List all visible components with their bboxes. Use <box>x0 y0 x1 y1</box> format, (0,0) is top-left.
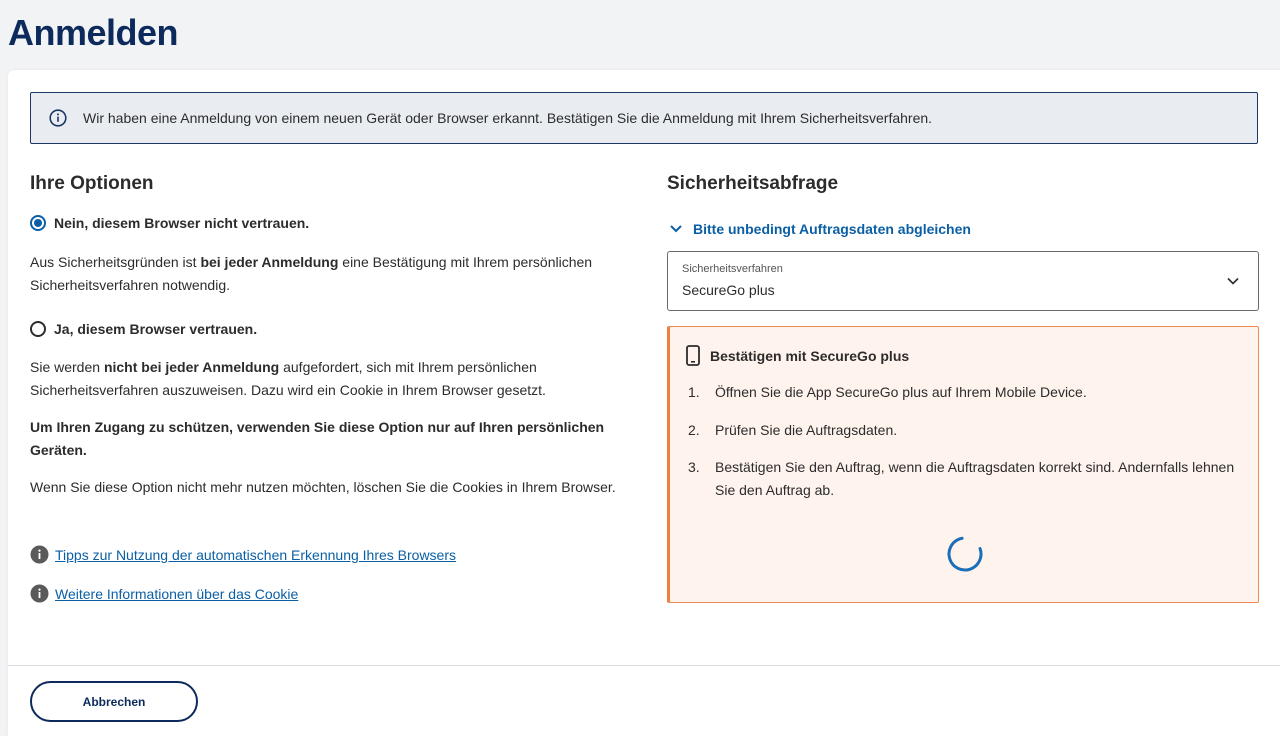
chevron-down-icon <box>669 224 683 234</box>
step-item: 1. Öffnen Sie die App SecureGo plus auf Ihrem Mobile Device. <box>688 384 1087 400</box>
security-method-label: Sicherheitsverfahren <box>682 263 783 275</box>
cookie-info-link[interactable]: Weitere Informationen über das Cookie <box>55 585 299 602</box>
radio-no-trust-button[interactable] <box>30 215 46 231</box>
smartphone-icon <box>686 345 700 366</box>
desc-trust: Sie werden nicht bei jeder Anmeldung aufgefordert, sich mit Ihrem persönlichen Sicherheitsverfahren auszuweisen. Dazu wird ein Cookie in Ihrem Browser gesetzt. <box>30 359 546 398</box>
info-banner <box>30 92 1258 144</box>
radio-no-trust[interactable] <box>30 215 309 231</box>
radio-trust-button[interactable] <box>30 321 46 337</box>
options-title: Ihre Optionen <box>30 173 154 194</box>
chevron-down-icon <box>1226 274 1240 288</box>
step-item: 2. Prüfen Sie die Auftragsdaten. <box>688 421 898 438</box>
footer-divider <box>8 665 1280 666</box>
tips-link[interactable]: Tipps zur Nutzung der automatischen Erkennung Ihres Browsers <box>55 546 457 563</box>
tips-link-row <box>30 545 456 564</box>
cookie-note: Wenn Sie diese Option nicht mehr nutzen möchten, löschen Sie die Cookies in Ihrem Browser. <box>30 479 616 495</box>
radio-trust[interactable] <box>30 321 257 337</box>
step-list <box>688 381 1248 516</box>
desc-no-trust: Aus Sicherheitsgründen ist bei jeder Anmeldung eine Bestätigung mit Ihrem persönlichen Sicherheitsverfahren notwendig. <box>30 254 593 293</box>
radio-no-trust-label: Nein, diesem Browser nicht vertrauen. <box>54 215 310 231</box>
order-data-toggle-label: Bitte unbedingt Auftragsdaten abgleichen <box>693 221 971 237</box>
info-circle-icon <box>49 109 67 127</box>
warning-text: Um Ihren Zugang zu schützen, verwenden Sie diese Option nur auf Ihren persönlichen Geräten. <box>30 419 605 458</box>
info-filled-icon <box>30 545 49 564</box>
securego-heading-label: Bestätigen mit SecureGo plus <box>710 347 910 364</box>
cancel-button[interactable]: Abbrechen <box>30 681 198 722</box>
radio-trust-label: Ja, diesem Browser vertrauen. <box>54 321 258 337</box>
page-title: Anmelden <box>8 12 179 53</box>
step-item: 3. Bestätigen Sie den Auftrag, wenn die Auftragsdaten korrekt sind. Andernfalls lehnen Sie den Auftrag ab. <box>688 459 1235 498</box>
info-filled-icon <box>30 584 49 603</box>
cookie-link-row <box>30 584 298 603</box>
security-title: Sicherheitsabfrage <box>667 173 839 194</box>
security-method-value: SecureGo plus <box>682 282 775 298</box>
securego-instructions <box>667 326 1259 603</box>
securego-heading <box>686 345 909 366</box>
login-card <box>8 70 1280 736</box>
order-data-toggle[interactable] <box>669 221 971 237</box>
loading-spinner-icon <box>946 535 984 573</box>
security-method-select[interactable] <box>667 251 1259 311</box>
options-section <box>30 170 620 602</box>
banner-text: Wir haben eine Anmeldung von einem neuen Gerät oder Browser erkannt. Bestätigen Sie die Anmeldung mit Ihrem Sicherheitsverfahren. <box>83 110 933 126</box>
security-section <box>667 170 1259 498</box>
